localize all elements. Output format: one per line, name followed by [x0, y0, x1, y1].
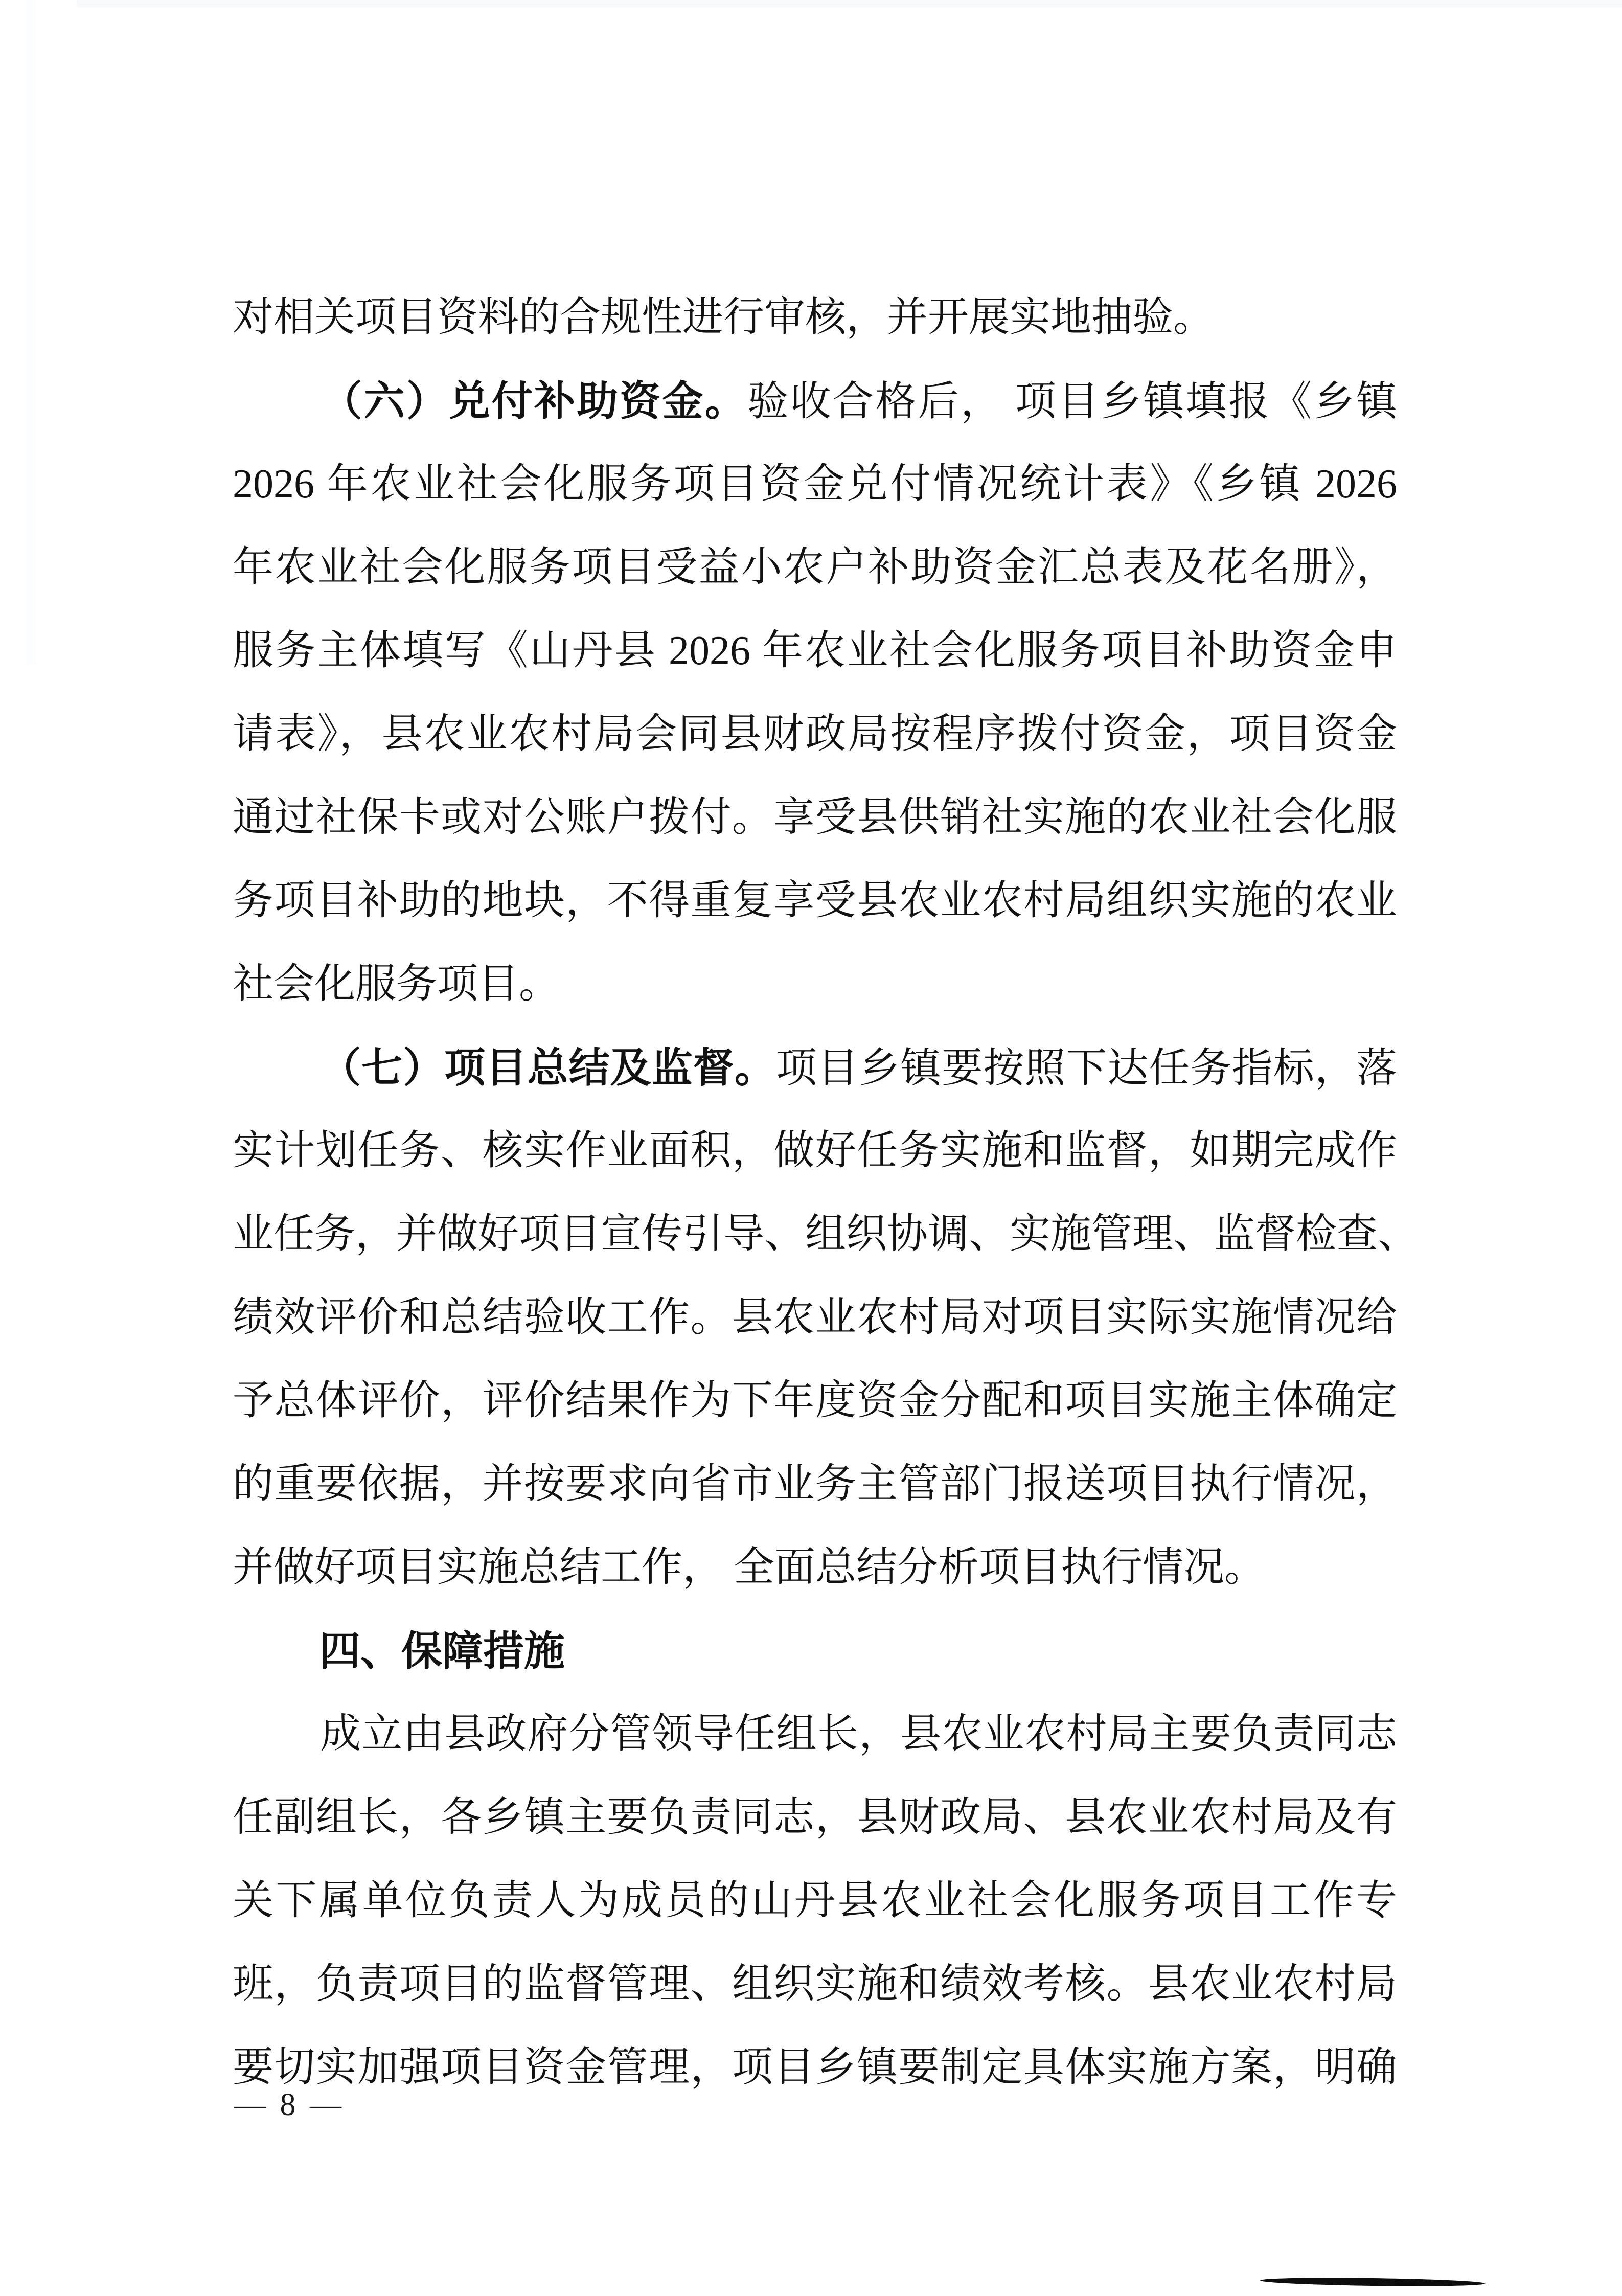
footer-page-number: — 8 —: [234, 2087, 345, 2122]
text-segment: 年农业社会化服务项目受益小农户补助资金汇总表及花名册》，: [233, 545, 1397, 590]
text-segment: 业任务，并做好项目宣传引导、组织协调、实施管理、监督检查、: [233, 1212, 1419, 1257]
text-segment: 通过社保卡或对公账户拨付。享受县供销社实施的农业社会化服: [233, 795, 1397, 840]
text-segment: 成立由县政府分管领导任组长，县农业农村局主要负责同志: [319, 1712, 1397, 1757]
text-line: [233, 1359, 1397, 1443]
ink-smudge-mark: [1260, 2277, 1485, 2287]
text-line: [233, 1943, 1397, 2026]
text-line: [233, 526, 1397, 609]
text-line: [233, 1526, 1397, 1609]
document-body: [233, 276, 1419, 2109]
text-line: [233, 2026, 1397, 2109]
text-segment: 予总体评价，评价结果作为下年度资金分配和项目实施主体确定: [233, 1378, 1397, 1423]
text-segment: 对相关项目资料的合规性进行审核，并开展实地抽验。: [233, 295, 1214, 340]
text-line: [233, 1276, 1397, 1359]
text-segment: 验收合格后， 项目乡镇填报《乡镇: [747, 379, 1398, 424]
text-segment: 绩效评价和总结验收工作。县农业农村局对项目实际实施情况给: [233, 1295, 1397, 1340]
text-line: [233, 776, 1397, 859]
text-line: [233, 1609, 1397, 1693]
text-segment: 项目乡镇要按照下达任务指标，落: [775, 1046, 1398, 1091]
scan-band-artifact: [27, 0, 36, 665]
scan-edge-artifact: [77, 0, 1622, 7]
bold-text-segment: （六）兑付补助资金。: [319, 378, 748, 424]
text-segment: 社会化服务项目。: [233, 962, 560, 1007]
text-segment: 要切实加强项目资金管理，项目乡镇要制定具体实施方案，明确: [233, 2045, 1397, 2090]
text-line: [233, 693, 1397, 776]
text-segment: 服务主体填写《山丹县 2026 年农业社会化服务项目补助资金申: [233, 628, 1397, 673]
text-segment: 请表》，县农业农村局会同县财政局按程序拨付资金，项目资金: [233, 712, 1397, 757]
text-segment: 关下属单位负责人为成员的山丹县农业社会化服务项目工作专: [233, 1878, 1397, 1923]
text-line: [233, 359, 1397, 443]
text-segment: 实计划任务、核实作业面积，做好任务实施和监督，如期完成作: [233, 1128, 1397, 1173]
text-line: [233, 1109, 1397, 1193]
text-segment: 班，负责项目的监督管理、组织实施和绩效考核。县农业农村局: [233, 1962, 1397, 2007]
text-segment: 任副组长，各乡镇主要负责同志，县财政局、县农业农村局及有: [233, 1795, 1397, 1840]
text-segment: 并做好项目实施总结工作， 全面总结分析项目执行情况。: [233, 1545, 1265, 1590]
text-line: [233, 443, 1397, 526]
bold-text-segment: （七）项目总结及监督。: [319, 1045, 776, 1090]
text-line: [233, 859, 1397, 943]
text-line: [233, 609, 1397, 693]
text-segment: 2026 年农业社会化服务项目资金兑付情况统计表》《乡镇 2026: [233, 462, 1397, 507]
text-line: [233, 1026, 1397, 1109]
text-line: [233, 1193, 1419, 1276]
text-line: [233, 1443, 1397, 1526]
text-line: [233, 943, 1397, 1026]
text-line: [233, 276, 1397, 359]
bold-text-segment: 四、保障措施: [319, 1628, 565, 1674]
text-line: [233, 1693, 1397, 1776]
text-line: [233, 1776, 1397, 1859]
text-segment: 务项目补助的地块，不得重复享受县农业农村局组织实施的农业: [233, 878, 1397, 923]
text-segment: 的重要依据，并按要求向省市业务主管部门报送项目执行情况，: [233, 1462, 1397, 1507]
paragraph-indent: [233, 1081, 319, 1082]
text-line: [233, 1859, 1397, 1943]
